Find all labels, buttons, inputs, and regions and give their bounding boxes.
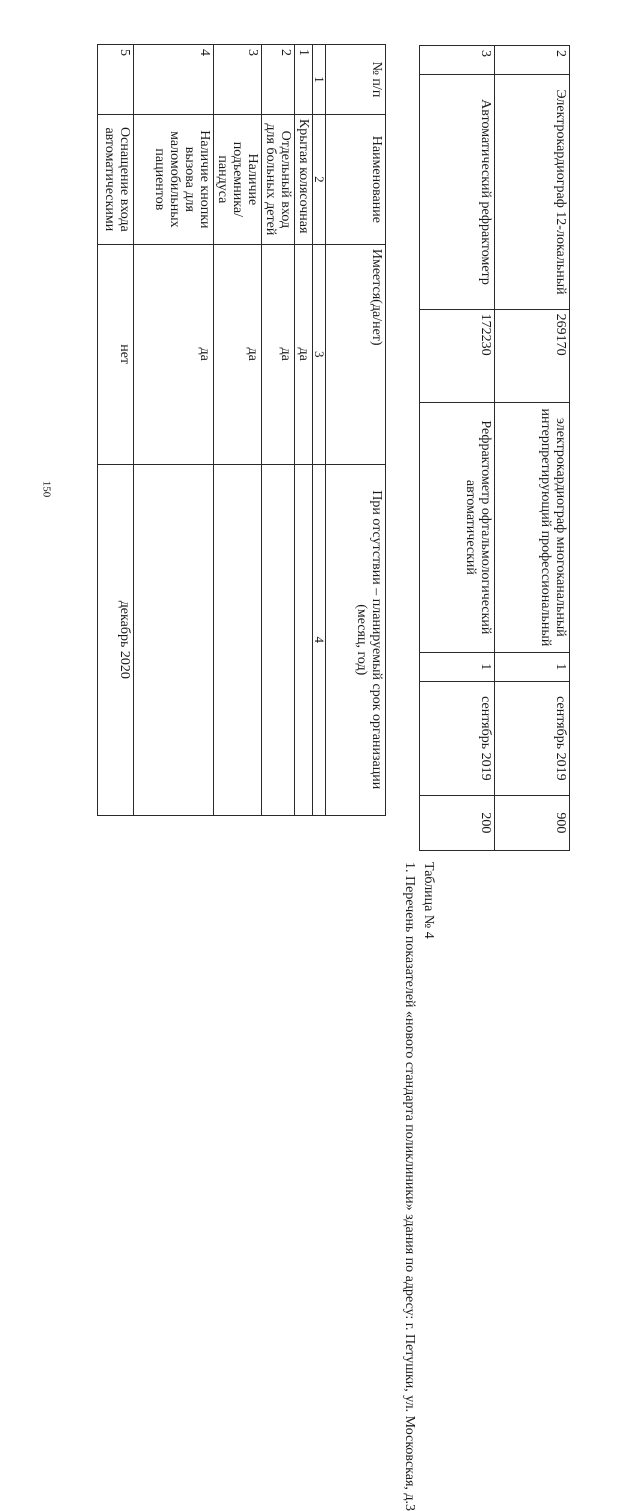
row-term: [295, 464, 313, 815]
row-no: 4: [134, 45, 214, 115]
col-number: 2: [313, 114, 326, 244]
row-term: [214, 464, 262, 815]
row-name: Отдельный вход для больных детей: [262, 114, 295, 244]
table-row: [262, 45, 295, 816]
row-no: 5: [98, 45, 134, 115]
col-number: 1: [313, 45, 326, 115]
cell-price: 900: [495, 795, 570, 850]
cell-date: сентябрь 2019: [420, 681, 495, 795]
row-name: Наличие подъемника/пандуса: [214, 114, 262, 244]
cell-code: 172230: [420, 309, 495, 403]
header-row: [326, 45, 386, 816]
cell-no: 2: [495, 46, 570, 75]
col-number: 4: [313, 464, 326, 815]
row-name: Оснащение входа автоматическими: [98, 114, 134, 244]
table-row: [98, 45, 134, 816]
row-has: да: [262, 244, 295, 464]
table-row: [295, 45, 313, 816]
row-term: [134, 464, 214, 815]
row-has: да: [134, 244, 214, 464]
row-term: декабрь 2020: [98, 464, 134, 815]
header-name: Наименование: [326, 114, 386, 244]
cell-no: 3: [420, 46, 495, 75]
table-row: [134, 45, 214, 816]
page-number: 150: [40, 480, 53, 498]
cell-description: Рефрактометр офтальмологический автоматический: [420, 403, 495, 652]
cell-description: электрокардиограф многоканальный интерпретирующий профессиональный: [495, 403, 570, 652]
row-no: 1: [295, 45, 313, 115]
row-name: Крытая колясочная: [295, 114, 313, 244]
row-has: да: [214, 244, 262, 464]
equipment-table: [419, 45, 570, 851]
header-term: При отсутствии – планируемый срок организации (месяц, год): [326, 464, 386, 815]
row-has: да: [295, 244, 313, 464]
cell-qty: 1: [420, 652, 495, 681]
row-no: 2: [262, 45, 295, 115]
table-subtitle: 1. Перечень показателей «нового стандарта поликлиники» здания по адресу: г. Петушки, ул. Московская, д.3: [402, 862, 417, 1511]
column-number-row: [313, 45, 326, 816]
table-row: [420, 46, 495, 851]
standard-indicators-table: [97, 44, 386, 816]
row-has: нет: [98, 244, 134, 464]
row-name: Наличие кнопки вызова для маломобильных пациентов: [134, 114, 214, 244]
cell-price: 200: [420, 795, 495, 850]
header-no: № п/п: [326, 45, 386, 115]
cell-code: 269170: [495, 309, 570, 403]
table-row: [214, 45, 262, 816]
table-row: [495, 46, 570, 851]
col-number: 3: [313, 244, 326, 464]
cell-name: Электрокардиограф 12-локальный: [495, 75, 570, 309]
cell-qty: 1: [495, 652, 570, 681]
row-term: [262, 464, 295, 815]
header-has: Имеется(да/нет): [326, 244, 386, 464]
table-caption: Таблица № 4: [421, 862, 436, 939]
cell-name: Автоматический рефрактометр: [420, 75, 495, 309]
cell-date: сентябрь 2019: [495, 681, 570, 795]
row-no: 3: [214, 45, 262, 115]
